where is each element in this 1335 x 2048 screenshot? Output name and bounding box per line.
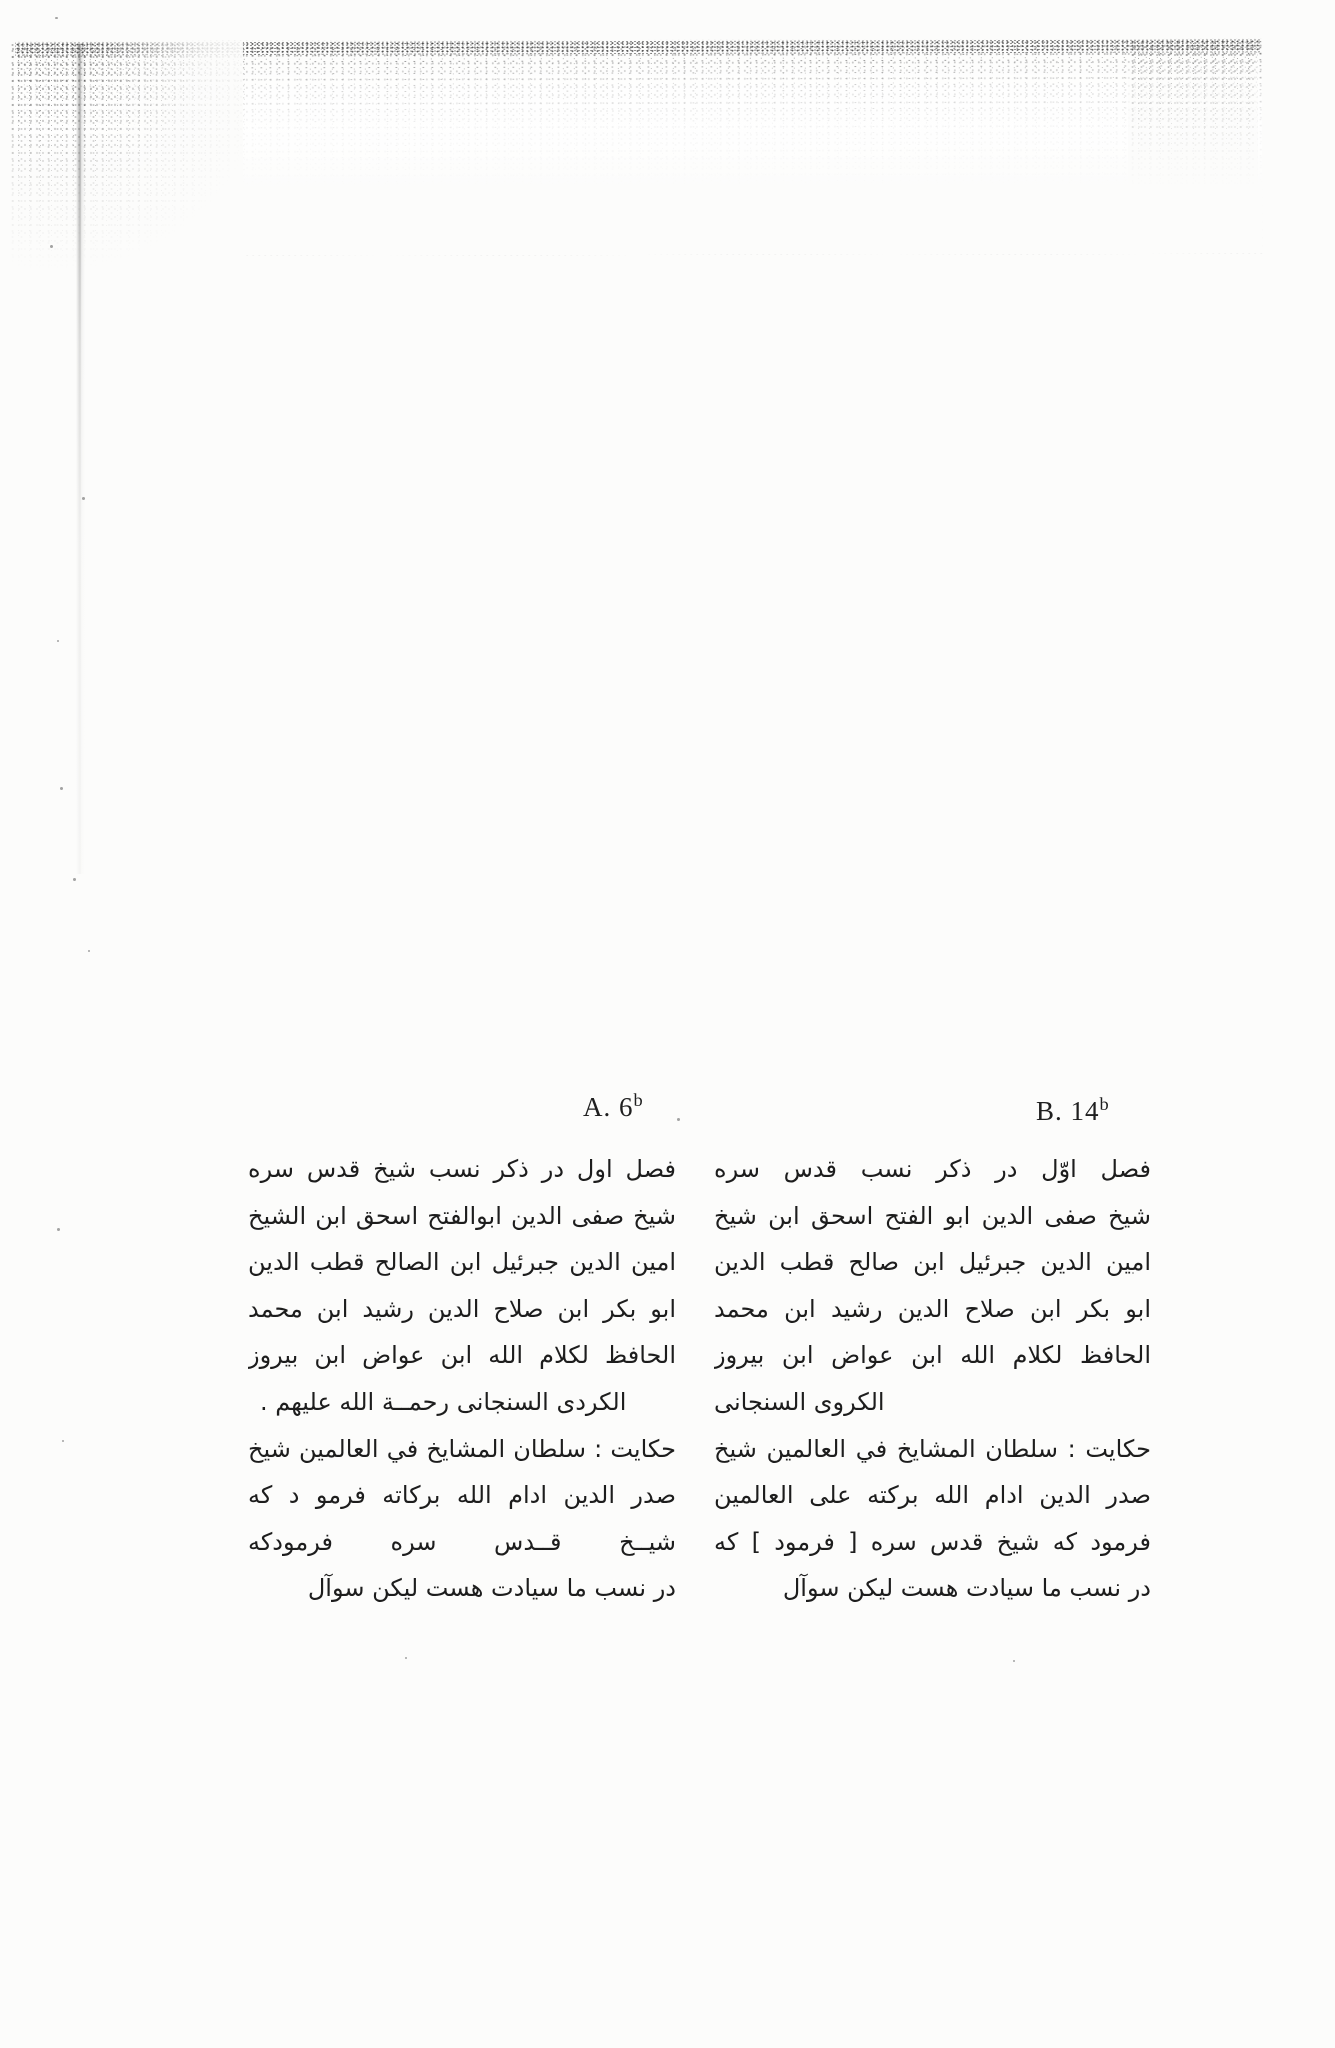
text-line: در نسب ما سيادت هست ليكن سوآل <box>782 1574 1151 1603</box>
scan-binding-streak <box>76 44 85 874</box>
text-line: حكايت : سلطان المشايخ في العالمين شيخ <box>248 1434 676 1463</box>
text-line: الكردى السنجانى رحمــة الله عليهم . <box>260 1387 627 1416</box>
scan-speck <box>57 1228 60 1231</box>
text-line: حكايت : سلطان المشايخ في العالمين شيخ <box>714 1434 1151 1463</box>
scan-speck <box>62 1440 64 1442</box>
folio-label-b-text: B. 14 <box>1036 1096 1100 1126</box>
text-line: الكروى السنجانى <box>714 1387 885 1416</box>
text-line: ابو بكر ابن صلاح الدين رشيد ابن محمد <box>248 1294 676 1323</box>
scan-speck <box>73 878 76 881</box>
text-line: شيخ صفى الدين ابوالفتح اسحق ابن الشيخ <box>248 1201 676 1230</box>
scan-speck <box>57 640 59 642</box>
text-line: فصل اوّل در ذكر نسب قدس سره <box>714 1155 1151 1183</box>
text-line: الحافظ لكلام الله ابن عواض ابن بيروز <box>248 1341 676 1370</box>
text-line: ابو بكر ابن صلاح الدين رشيد ابن محمد <box>714 1294 1151 1323</box>
scan-speck <box>55 17 58 19</box>
scan-speck <box>677 1118 680 1121</box>
text-line: شيخ صفى الدين ابو الفتح اسحق ابن شيخ <box>714 1201 1151 1230</box>
text-line: صدر الدين ادام الله بركاته فرمو د كه <box>248 1481 676 1510</box>
folio-label-b <box>1036 1094 1109 1127</box>
scan-speck <box>405 1657 407 1659</box>
text-line: الحافظ لكلام الله ابن عواض ابن بيروز <box>714 1341 1151 1370</box>
text-line: شيــخ قــدس سره فرمودكه <box>248 1527 676 1556</box>
scan-speck <box>50 245 53 248</box>
text-line: در نسب ما سيادت هست ليكن سوآل <box>307 1574 676 1603</box>
scan-noise-right-patch <box>1128 40 1258 200</box>
text-line: امين الدين جبرئيل ابن الصالح قطب الدين <box>248 1248 676 1277</box>
scan-speck <box>60 787 63 790</box>
folio-label-a <box>583 1090 643 1123</box>
text-line: فصل اول در ذكر نسب شيخ قدس سره <box>248 1155 676 1183</box>
scan-speck <box>1013 1660 1015 1662</box>
scan-speck <box>82 497 85 500</box>
scan-noise-left-patch <box>8 42 243 292</box>
manuscript-column-b <box>714 1146 1151 1612</box>
folio-label-a-text: A. 6 <box>583 1092 634 1122</box>
text-line: صدر الدين ادام الله بركته على العالمين <box>714 1481 1151 1510</box>
folio-label-a-superscript: b <box>633 1090 643 1110</box>
text-line: امين الدين جبرئيل ابن صالح قطب الدين <box>714 1248 1151 1277</box>
text-line: فرمود كه شيخ قدس سره [ فرمود ] كه <box>714 1527 1151 1556</box>
scan-speck <box>88 950 90 952</box>
folio-label-b-superscript: b <box>1099 1094 1109 1114</box>
manuscript-column-a <box>248 1146 676 1612</box>
